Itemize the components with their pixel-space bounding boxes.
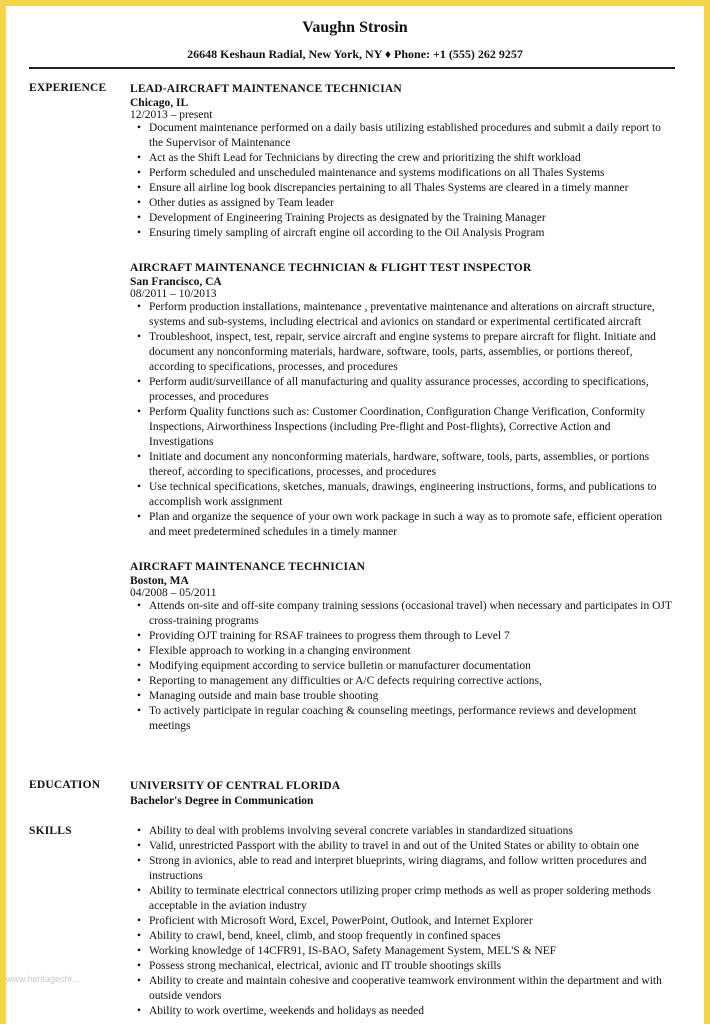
bullet-item: • Perform audit/surveillance of all manufacturing and quality assurance processes, according to specifications, processes, and procedures [149, 375, 674, 405]
candidate-name: Vaughn Strosin [302, 19, 408, 36]
job-bullets [130, 599, 674, 734]
watermark-text: www.heritagechr... [6, 974, 80, 984]
bullet-item: • Plan and organize the sequence of your own work package in such a way as to promote safe, efficient operation and meet predetermined schedules in a timely manner [149, 510, 674, 540]
bullet-item: • Managing outside and main base trouble shooting [149, 689, 674, 704]
job-location: San Francisco, CA [130, 276, 222, 288]
resume-page [6, 6, 704, 1024]
bullet-item: • Perform Quality functions such as: Customer Coordination, Configuration Change Verification, Conformity Inspections, Airworthiness Inspections (including Pre-flight and Post-flights), Corrective Action and Investigations [149, 405, 674, 450]
job-bullets [130, 300, 674, 540]
bullet-item: • Strong in avionics, able to read and interpret blueprints, wiring diagrams, and follow written procedures and instructions [149, 854, 674, 884]
bullet-item: • Ability to deal with problems involving several concrete variables in standardized situations [149, 824, 674, 839]
bullet-item: • Ability to crawl, bend, kneel, climb, and stoop frequently in confined spaces [149, 929, 674, 944]
bullet-item: • Working knowledge of 14CFR91, IS-BAO, Safety Management System, MEL'S & NEF [149, 944, 674, 959]
bullet-item: • Document maintenance performed on a daily basis utilizing established procedures and submit a daily report to the Supervisor of Maintenance [149, 121, 674, 151]
experience-label: EXPERIENCE [29, 82, 107, 94]
job-dates: 04/2008 – 05/2011 [130, 587, 217, 599]
bullet-item: • Reporting to management any difficulties or A/C defects requiring corrective actions, [149, 674, 674, 689]
bullet-item: • Use technical specifications, sketches, manuals, drawings, engineering instructions, forms, and publications to accomplish work assignment [149, 480, 674, 510]
bullet-item: • Ability to create and maintain cohesive and cooperative teamwork environment within the department and with outside vendors [149, 974, 674, 1004]
resume-header [6, 18, 704, 61]
bullet-item: • Proficient with Microsoft Word, Excel, PowerPoint, Outlook, and Internet Explorer [149, 914, 674, 929]
degree: Bachelor's Degree in Communication [130, 795, 314, 807]
bullet-item: • Modifying equipment according to service bulletin or manufacturer documentation [149, 659, 674, 674]
bullet-item: • Ability to work overtime, weekends and holidays as needed [149, 1004, 674, 1019]
job-entry [130, 261, 674, 540]
bullet-item: • Perform scheduled and unscheduled maintenance and systems modifications on all Thales Systems [149, 166, 674, 181]
bullet-item: • Other duties as assigned by Team leader [149, 196, 674, 211]
bullet-item: • Ability to terminate electrical connectors utilizing proper crimp methods as well as proper soldering methods acceptable in the aviation industry [149, 884, 674, 914]
job-dates: 08/2011 – 10/2013 [130, 288, 217, 300]
bullet-item: • Initiate and document any nonconforming materials, hardware, software, tools, parts, assemblies, or portions thereof, according to specifications, processes, and procedures [149, 450, 674, 480]
bullet-item: • Development of Engineering Training Projects as designated by the Training Manager [149, 211, 674, 226]
skills-bullets [130, 824, 674, 1019]
bullet-item: • Possess strong mechanical, electrical, avionic and IT trouble shootings skills [149, 959, 674, 974]
job-entry [130, 82, 674, 241]
job-title: AIRCRAFT MAINTENANCE TECHNICIAN [130, 561, 366, 573]
bullet-item: • Providing OJT training for RSAF trainees to progress them through to Level 7 [149, 629, 674, 644]
job-dates: 12/2013 – present [130, 109, 213, 121]
job-location: Chicago, IL [130, 97, 189, 109]
bullet-item: • Act as the Shift Lead for Technicians by directing the crew and prioritizing the shift workload [149, 151, 674, 166]
job-bullets [130, 121, 674, 241]
bullet-item: • Attends on-site and off-site company training sessions (occasional travel) when necessary and participates in OJT cross-training programs [149, 599, 674, 629]
contact-line: 26648 Keshaun Radial, New York, NY ♦ Phone: +1 (555) 262 9257 [187, 47, 523, 61]
job-location: Boston, MA [130, 575, 189, 587]
school-name: UNIVERSITY OF CENTRAL FLORIDA [130, 780, 341, 792]
skills-label: SKILLS [29, 825, 72, 837]
bullet-item: • Ensuring timely sampling of aircraft engine oil according to the Oil Analysis Program [149, 226, 674, 241]
bullet-item: • Ensure all airline log book discrepancies pertaining to all Thales Systems are cleared in a timely manner [149, 181, 674, 196]
education-label: EDUCATION [29, 779, 101, 791]
job-title: AIRCRAFT MAINTENANCE TECHNICIAN & FLIGHT TEST INSPECTOR [130, 262, 532, 274]
bullet-item: • Troubleshoot, inspect, test, repair, service aircraft and engine systems to prepare aircraft for flight. Initiate and document any nonconforming materials, hardware, software, tools, parts, assemblies, or portions thereof, according to specifications, processes, and procedures [149, 330, 674, 375]
job-entry [130, 560, 674, 734]
job-title: LEAD-AIRCRAFT MAINTENANCE TECHNICIAN [130, 83, 402, 95]
bullet-item: • Perform production installations, maintenance , preventative maintenance and alterations on aircraft structure, systems and sub-systems, including electrical and avionics on standard or experimental certificated aircraft [149, 300, 674, 330]
bullet-item: • Flexible approach to working in a changing environment [149, 644, 674, 659]
bullet-item: • Valid, unrestricted Passport with the ability to travel in and out of the United States or ability to obtain one [149, 839, 674, 854]
bullet-item: • To actively participate in regular coaching & counseling meetings, performance reviews and development meetings [149, 704, 674, 734]
header-divider [29, 67, 675, 69]
